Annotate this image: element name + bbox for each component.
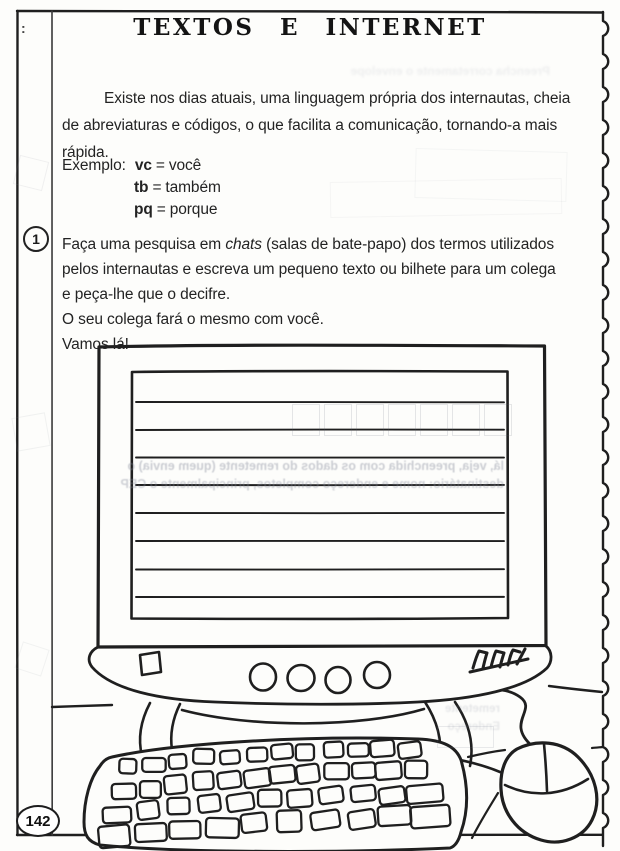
chats-italic: chats (225, 236, 262, 253)
equals-sign: = (155, 157, 165, 174)
spiral-binding-edge (603, 12, 608, 846)
mousepad-corner (472, 793, 498, 838)
exercise-line: e peça-lhe que o decifre. (62, 286, 231, 303)
page-number-badge (16, 805, 60, 837)
exercise-line (62, 232, 607, 257)
example-row (62, 155, 221, 177)
example-row (62, 199, 221, 221)
expansion: também (165, 179, 221, 196)
examples-block (62, 155, 221, 221)
exercise-text: Faça uma pesquisa em (62, 236, 226, 253)
exercise-line: O seu colega fará o mesmo com você. (62, 311, 324, 328)
example-label: Exemplo: (62, 157, 126, 174)
exercise-1 (62, 232, 607, 357)
equals-sign: = (152, 179, 162, 196)
exercise-line: pelos internautas e escreva um pequeno texto ou bilhete para um colega (62, 261, 556, 278)
monitor-screen (120, 371, 508, 619)
bleedthrough-text: lá, veja, preenchida com os dados do remetente (quem envia) o (127, 459, 504, 473)
exercise-number: 1 (32, 231, 40, 247)
page-number: 142 (25, 812, 51, 830)
bleedthrough-text: destinatário: nome e endereço completos, principalmente o CEP (120, 477, 504, 491)
mousepad-edge-left (468, 750, 505, 757)
intro-line: Existe nos dias atuais, uma linguagem própria dos internautas, cheia (104, 90, 571, 107)
intro-line: de abreviaturas e códigos, o que facilita a comunicação, tornando-a mais (62, 117, 558, 134)
keyboard-body (84, 738, 467, 851)
intro-paragraph (62, 85, 602, 166)
desk-line-left (52, 705, 112, 707)
mousepad-edge-right (592, 747, 603, 748)
desk-line-right (549, 686, 602, 692)
abbreviation: pq (134, 201, 153, 218)
page-border-top (17, 11, 603, 13)
expansion: porque (169, 201, 218, 218)
example-row (62, 177, 221, 199)
exercise-text: (salas de bate-papo) dos termos utilizados (261, 236, 554, 253)
bleedthrough-text: Endereço (447, 721, 500, 733)
margin-mark: : (21, 20, 26, 36)
intro-line: rápida. (62, 144, 109, 161)
bleedthrough-text: remetente (445, 703, 500, 715)
exercise-number-badge (23, 226, 49, 252)
equals-sign: = (156, 201, 166, 218)
page-title: TEXTOS E INTERNET (133, 14, 487, 41)
mouse (501, 743, 597, 842)
abbreviation: tb (134, 179, 149, 196)
expansion: você (168, 157, 202, 174)
power-button (140, 652, 161, 675)
exercise-line: Vamos lá! (62, 336, 129, 353)
abbreviation: vc (134, 157, 152, 174)
bleedthrough-text: Preencha corretamente o envelope (350, 64, 550, 78)
